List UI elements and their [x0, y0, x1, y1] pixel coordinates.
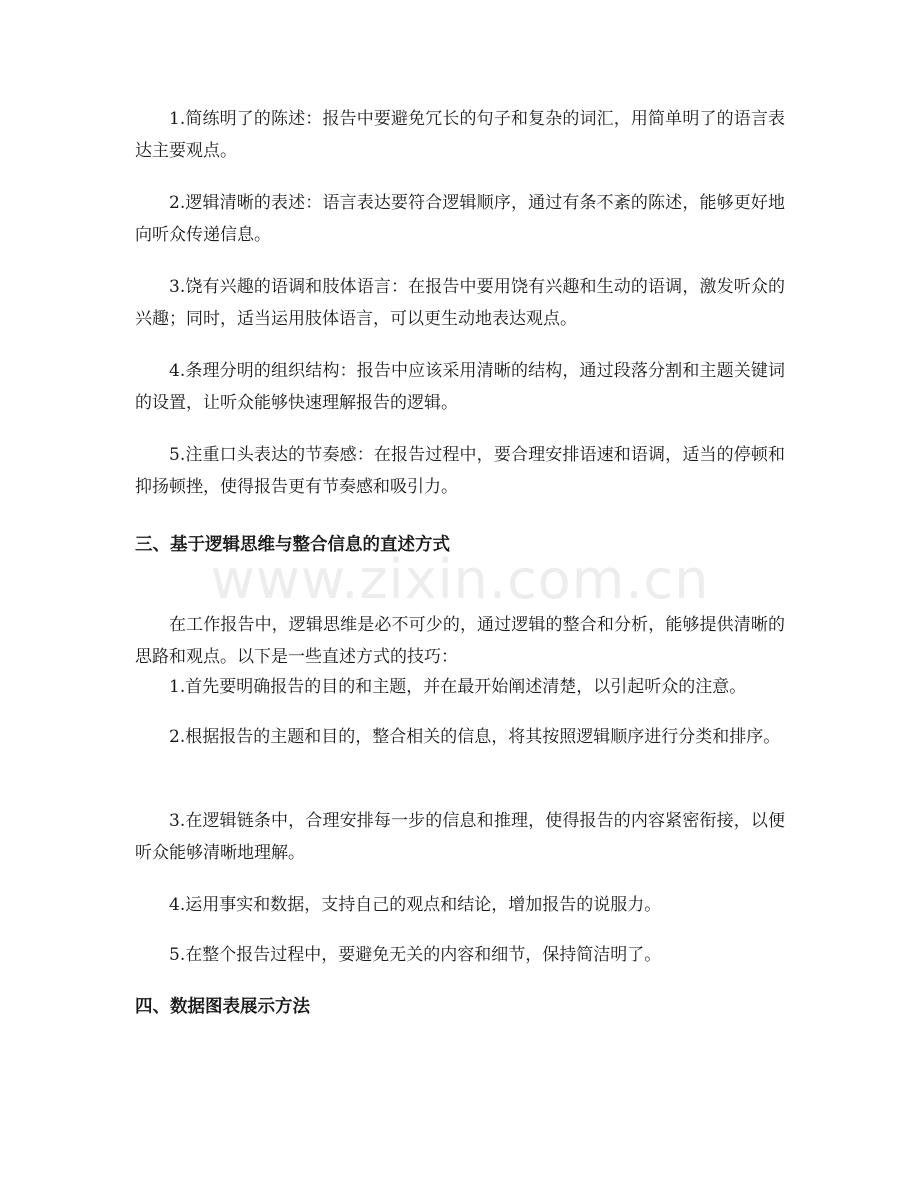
- list-item: [135, 439, 785, 503]
- list-item: [135, 889, 785, 921]
- paragraph: 3.饶有兴趣的语调和肢体语言：在报告中要用饶有兴趣和生动的语调，激发听众的兴趣；同时，适当运用肢体语言，可以更生动地表达观点。: [135, 277, 785, 329]
- section-heading: 三、基于逻辑思维与整合信息的直述方式: [135, 535, 450, 555]
- paragraph: 1.首先要明确报告的目的和主题，并在最开始阐述清楚，以引起听众的注意。: [169, 677, 747, 697]
- list-item: [135, 271, 785, 335]
- list-item: [135, 939, 785, 971]
- paragraph: 5.注重口头表达的节奏感：在报告过程中，要合理安排语速和语调，适当的停顿和抑扬顿挫，使得报告更有节奏感和吸引力。: [135, 445, 785, 497]
- list-item: [135, 671, 785, 703]
- paragraph: 1.简练明了的陈述：报告中要避免冗长的句子和复杂的词汇，用简单明了的语言表达主要观点。: [135, 109, 785, 161]
- paragraph: 3.在逻辑链条中，合理安排每一步的信息和推理，使得报告的内容紧密衔接，以便听众能够清晰地理解。: [135, 811, 785, 863]
- list-item: [135, 721, 785, 753]
- list-item: [135, 103, 785, 167]
- list-item: [135, 187, 785, 251]
- list-item: [135, 805, 785, 869]
- paragraph: 在工作报告中，逻辑思维是必不可少的，通过逻辑的整合和分析，能够提供清晰的思路和观点。以下是一些直述方式的技巧：: [135, 615, 785, 667]
- paragraph: 2.逻辑清晰的表述：语言表达要符合逻辑顺序，通过有条不紊的陈述，能够更好地向听众传递信息。: [135, 193, 785, 245]
- paragraph: 5.在整个报告过程中，要避免无关的内容和细节，保持简洁明了。: [169, 945, 662, 965]
- paragraph: 4.运用事实和数据，支持自己的观点和结论，增加报告的说服力。: [169, 895, 662, 915]
- intro-paragraph: [135, 609, 785, 673]
- section-heading: 四、数据图表展示方法: [135, 997, 310, 1017]
- paragraph: 4.条理分明的组织结构：报告中应该采用清晰的结构，通过段落分割和主题关键词的设置，让听众能够快速理解报告的逻辑。: [135, 361, 785, 413]
- watermark: www.zixin.com.cn: [210, 548, 710, 611]
- list-item: [135, 355, 785, 419]
- paragraph: 2.根据报告的主题和目的，整合相关的信息，将其按照逻辑顺序进行分类和排序。: [169, 727, 781, 747]
